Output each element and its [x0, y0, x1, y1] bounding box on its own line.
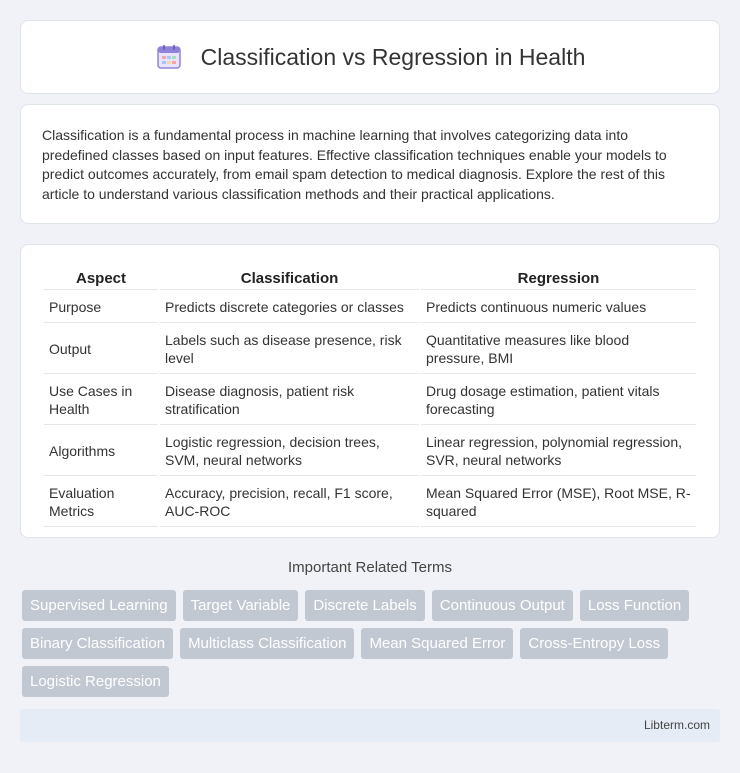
footer	[20, 709, 720, 742]
related-terms-list	[22, 590, 722, 697]
term-tag[interactable]: Multiclass Classification	[180, 628, 354, 659]
term-tag[interactable]: Continuous Output	[432, 590, 573, 621]
table-header-row	[44, 267, 696, 290]
term-tag[interactable]: Discrete Labels	[305, 590, 424, 621]
table-cell: Output	[44, 325, 158, 374]
term-tag[interactable]: Logistic Regression	[22, 666, 169, 697]
term-tag[interactable]: Target Variable	[183, 590, 299, 621]
table-row	[44, 427, 696, 476]
table-cell: Logistic regression, decision trees, SVM, neural networks	[160, 427, 419, 476]
footer-site-link[interactable]: Libterm.com	[643, 718, 710, 732]
table-cell: Drug dosage estimation, patient vitals forecasting	[421, 376, 696, 425]
term-tag[interactable]: Loss Function	[580, 590, 689, 621]
table-row	[44, 376, 696, 425]
header-card	[20, 20, 720, 94]
table-cell: Purpose	[44, 292, 158, 323]
page-title: Classification vs Regression in Health	[200, 43, 586, 70]
related-terms-title: Important Related Terms	[288, 559, 452, 576]
intro-text: Classification is a fundamental process in machine learning that involves categorizing data into predefined classes based on input features. Effective classification techniques enable your models to predict outcomes accurately, from email spam detection to medical diagnosis. Explore the rest of this article to understand various classification methods and their practical applications.	[42, 127, 667, 202]
calendar-icon	[155, 43, 183, 71]
table-cell: Accuracy, precision, recall, F1 score, AUC-ROC	[160, 478, 419, 527]
column-header-classification: Classification	[160, 267, 419, 290]
table-cell: Use Cases in Health	[44, 376, 158, 425]
table-cell: Predicts continuous numeric values	[421, 292, 696, 323]
table-row	[44, 478, 696, 527]
term-tag[interactable]: Mean Squared Error	[361, 628, 513, 659]
table-cell: Linear regression, polynomial regression, SVR, neural networks	[421, 427, 696, 476]
intro-card	[20, 104, 720, 224]
term-tag[interactable]: Cross-Entropy Loss	[520, 628, 668, 659]
term-tag[interactable]: Binary Classification	[22, 628, 173, 659]
comparison-card	[20, 244, 720, 538]
column-header-aspect: Aspect	[44, 267, 158, 290]
table-cell: Disease diagnosis, patient risk stratification	[160, 376, 419, 425]
table-cell: Labels such as disease presence, risk level	[160, 325, 419, 374]
table-cell: Mean Squared Error (MSE), Root MSE, R-squared	[421, 478, 696, 527]
column-header-regression: Regression	[421, 267, 696, 290]
table-row	[44, 292, 696, 323]
comparison-table	[42, 265, 698, 529]
table-cell: Algorithms	[44, 427, 158, 476]
term-tag[interactable]: Supervised Learning	[22, 590, 176, 621]
table-row	[44, 325, 696, 374]
table-cell: Quantitative measures like blood pressure, BMI	[421, 325, 696, 374]
table-cell: Evaluation Metrics	[44, 478, 158, 527]
table-cell: Predicts discrete categories or classes	[160, 292, 419, 323]
